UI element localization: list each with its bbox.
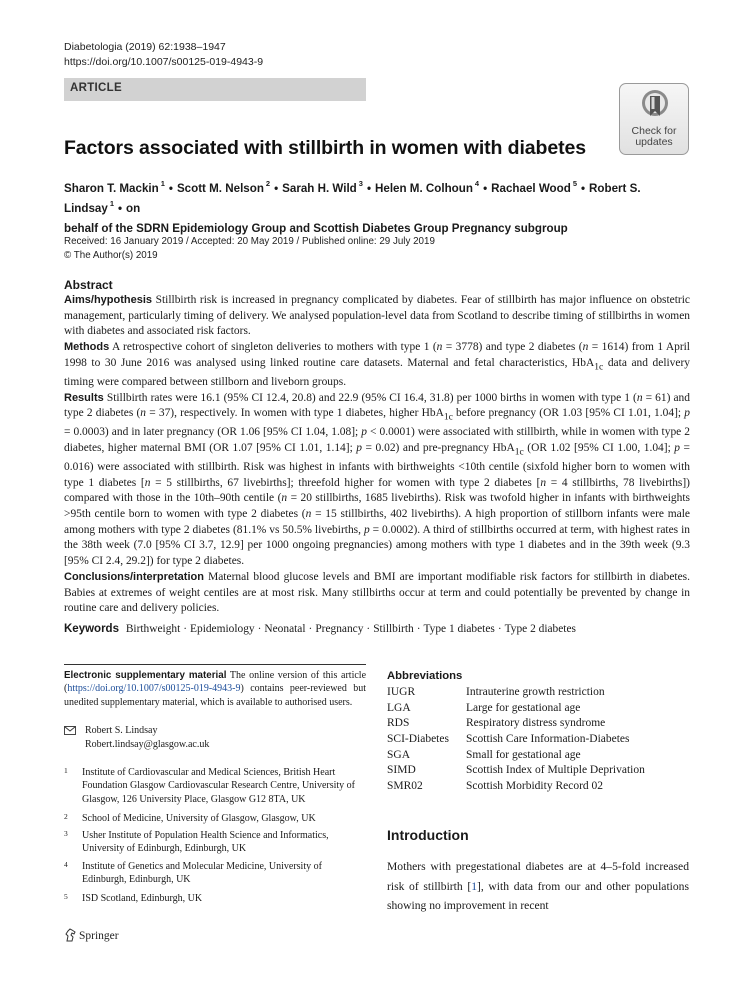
keyword[interactable]: Birthweight (125, 623, 181, 635)
abbreviation-row: SIMD Scottish Index of Multiple Deprivation (387, 764, 645, 777)
keyword[interactable]: Type 2 diabetes (504, 623, 576, 635)
affiliation: 4 Institute of Genetics and Molecular Medicine, University of Edinburgh, Edinburgh, UK (64, 860, 322, 886)
abbreviation-row: IUGR Intrauterine growth restriction (387, 686, 605, 698)
abbreviation-row: SGA Small for gestational age (387, 748, 581, 761)
introduction-heading: Introduction (387, 827, 469, 843)
corresponding-author (64, 724, 209, 751)
keyword[interactable]: Pregnancy (315, 623, 364, 635)
publisher-name: Springer (79, 930, 119, 942)
esm-link[interactable]: https://doi.org/10.1007/s00125-019-4943-9 (67, 683, 241, 695)
contact-email[interactable]: Robert.lindsay@glasgow.ac.uk (85, 738, 210, 750)
badge-line-1: Check for (631, 125, 677, 137)
abstract-aims: Aims/hypothesis Stillbirth risk is increased in pregnancy complicated by diabetes. Fear of stillbirth has major influence on obstetric management, particularly timing of delivery. We analysed population-level data from Scotland to describe timing of stillbirths in women with diabetes and associated risk factors. (64, 294, 690, 338)
affiliation: 3 Usher Institute of Population Health Science and Informatics, University of Edinburgh, Edinburgh, UK (64, 829, 329, 855)
contact-name: Robert S. Lindsay (85, 725, 158, 736)
article-type-label: ARTICLE (70, 82, 122, 94)
author-separator: • (117, 202, 123, 215)
author-separator: • (483, 182, 488, 195)
article-type-bar (64, 78, 366, 101)
keywords: Keywords Birthweight · Epidemiology · Neonatal · Pregnancy · Stillbirth · Type 1 diabetes · Type 2 diabetes (64, 623, 576, 635)
abstract-methods: Methods A retrospective cohort of singleton deliveries to mothers with type 1 (n = 3778) and type 2 diabetes (n = 1614) from 1 April 1998 to 30 June 2016 was analysed using linked routine care datasets. Maternal and fetal characteristics, HbA$_{1c}$ data and delivery timing were compared between stillborn and liveborn groups. (64, 341, 690, 388)
publication-dates (64, 235, 435, 263)
check-for-updates-badge[interactable] (619, 83, 689, 155)
keyword[interactable]: Neonatal (264, 623, 306, 635)
abstract-results: Results Stillbirth rates were 16.1 (95% CI 12.4, 20.8) and 22.9 (95% CI 16.4, 31.8) per 1000 births in women with type 1 (n = 61) and type 2 diabetes (n = 37), respectively. In women with type 1 diabetes, higher HbA$_{1c}$ before pregnancy (OR 1.03 [95% CI 1.01, 1.04]; p = 0.0003) and in later pregnancy (OR 1.06 [95% CI 1.04, 1.08]; p < 0.0001) were associated with stillbirth, while in women with type 2 diabetes, higher maternal BMI (OR 1.07 [95% CI 1.01, 1.14]; p = 0.02) and pre-pregnancy HbA$_{1c}$ (OR 1.02 [95% CI 1.00, 1.04]; p = 0.016) were associated with stillbirth. Risk was highest in infants with birthweights <10th centile (sixfold higher born to women with type 1 diabetes [n = 5 stillbirths, 67 livebirths]; threefold higher for women with type 2 diabetes [n = 4 stillbirths, 78 livebirths]) compared with those in the 10th–90th centile (n = 20 stillbirths, 1685 livebirths). Risk was twofold higher in infants with birthweights >95th centile born to women with type 2 diabetes (n = 15 stillbirths, 402 livebirths). A high proportion of stillborn infants were male among mothers with type 2 diabetes (81.1% vs 50.5% livebirths, p = 0.0002). A third of stillbirths occurred at term, with highest rates in the 38th week (7.0 [95% CI 3.7, 12.9] per 1000 ongoing pregnancies) among mothers with type 1 diabetes and in the 39th week (9.3 [95% CI 2.4, 29.2]) for type 2 diabetes. (64, 391, 690, 568)
badge-text (620, 126, 688, 148)
citation-link[interactable]: 1 (471, 879, 477, 893)
doi-link[interactable]: https://doi.org/10.1007/s00125-019-4943-9 (64, 56, 264, 68)
affiliation: 2 School of Medicine, University of Glasgow, Glasgow, UK (64, 812, 316, 824)
author-tail: on (126, 202, 141, 215)
journal-meta (64, 40, 263, 70)
abbreviation-row: SCI-Diabetes Scottish Care Information-Diabetes (387, 733, 630, 746)
badge-line-2: updates (635, 136, 673, 148)
keyword[interactable]: Epidemiology (190, 623, 255, 635)
abstract (64, 277, 690, 617)
abbreviations (387, 668, 692, 795)
esm-label: Electronic supplementary material (64, 670, 227, 681)
publisher-footer (64, 928, 119, 942)
keywords-label: Keywords (64, 623, 119, 635)
conclusions-label: Conclusions/interpretation (64, 570, 204, 583)
abbreviations-heading: Abbreviations (387, 670, 463, 682)
author[interactable]: Scott M. Nelson $^2$ (176, 179, 271, 195)
author-group: behalf of the SDRN Epidemiology Group and Scottish Diabetes Group Pregnancy subgroup (64, 222, 568, 235)
author[interactable]: Rachael Wood $^5$ (491, 179, 577, 195)
bookmark-icon (641, 89, 669, 123)
date-history: Received: 16 January 2019 / Accepted: 20 May 2019 / Published online: 29 July 2019 (64, 236, 435, 247)
abstract-conclusions: Conclusions/interpretation Maternal blood glucose levels and BMI are important modifiable risk factors for stillbirth in diabetes. Babies at extremes of weight centiles are at most risk. Many stillbirths occur at term and could potentially be prevented by change in routine care and delivery policies. (64, 570, 690, 615)
affiliation: 1 Institute of Cardiovascular and Medical Sciences, British Heart Foundation Glasgow Cardiovascular Research Centre, University of Glasgow, 126 University Place, Glasgow G12 8TA, UK (64, 766, 355, 805)
author[interactable]: Sharon T. Mackin $^1$ (64, 179, 165, 195)
author[interactable]: Robert S. Lindsay $^1$ (64, 182, 641, 215)
abbreviation-row: LGA Large for gestational age (387, 701, 581, 714)
author-separator: • (274, 182, 279, 195)
aims-label: Aims/hypothesis (64, 294, 153, 306)
author[interactable]: Sarah H. Wild $^3$ (282, 179, 363, 195)
results-label: Results (64, 391, 104, 404)
introduction-text: Mothers with pregestational diabetes are at 4–5-fold increased risk of stillbirth [1], with data from our and other populations showing no improvement in recent (387, 860, 689, 913)
keyword[interactable]: Stillbirth (373, 623, 414, 635)
author[interactable]: Helen M. Colhoun $^4$ (375, 179, 480, 195)
supplementary-material-note: Electronic supplementary material The online version of this article (https://doi.org/10.1007/s00125-019-4943-9) contains peer-reviewed but unedited supplementary material, which is available to authorised users. (64, 664, 366, 709)
article-title: Factors associated with stillbirth in women with diabetes (64, 137, 586, 159)
copyright-notice: © The Author(s) 2019 (64, 250, 158, 261)
author-list (64, 179, 694, 239)
author-separator: • (168, 182, 173, 195)
methods-label: Methods (64, 341, 110, 354)
abbreviation-row: RDS Respiratory distress syndrome (387, 717, 606, 730)
springer-horse-icon (64, 928, 77, 942)
mail-icon (64, 726, 76, 735)
author-separator: • (366, 182, 371, 195)
author-separator: • (580, 182, 586, 195)
journal-reference: Diabetologia (2019) 62:1938–1947 (64, 41, 226, 53)
abbreviation-row: SMR02 Scottish Morbidity Record 02 (387, 780, 604, 793)
keyword[interactable]: Type 1 diabetes (423, 623, 495, 635)
affiliation: 5 ISD Scotland, Edinburgh, UK (64, 892, 203, 904)
abstract-heading: Abstract (64, 278, 113, 292)
